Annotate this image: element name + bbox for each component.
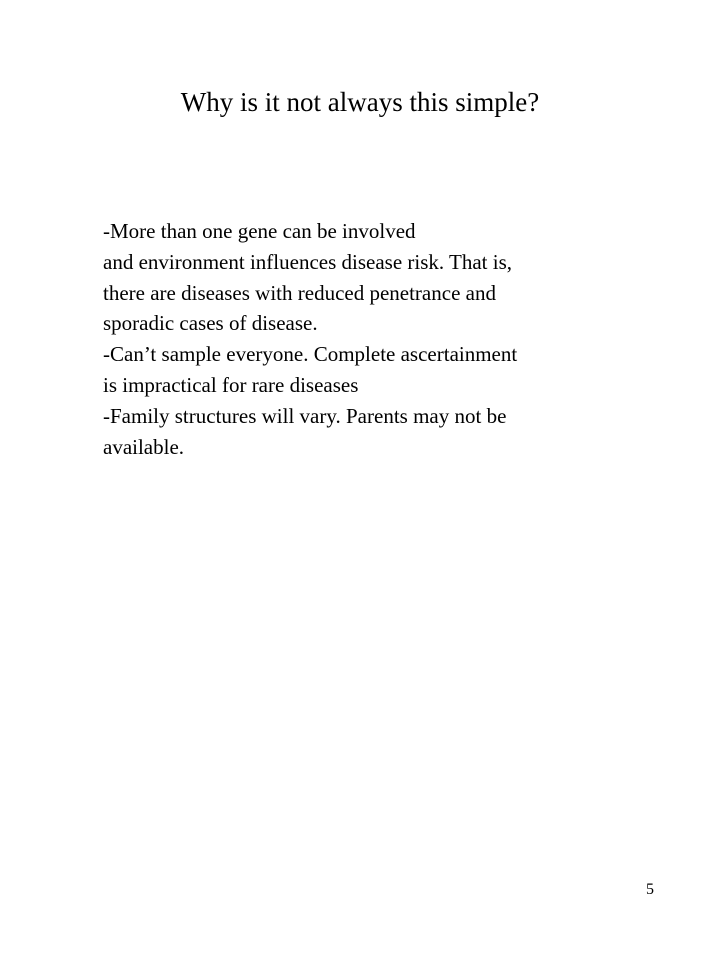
body-line: sporadic cases of disease. (103, 311, 318, 336)
body-line: is impractical for rare diseases (103, 372, 359, 397)
body-line: available. (103, 434, 185, 459)
body-line: and environment influences disease risk. That is, (103, 249, 513, 274)
body-line: -Can’t sample everyone. Complete ascertainment (103, 342, 518, 367)
body-line: there are diseases with reduced penetrance and (103, 280, 496, 305)
page-number: 5 (646, 881, 654, 898)
slide-body (103, 216, 663, 462)
slide-title: Why is it not always this simple? (180, 87, 540, 117)
body-line: -More than one gene can be involved (103, 219, 416, 243)
body-line: -Family structures will vary. Parents may not be (103, 403, 507, 428)
